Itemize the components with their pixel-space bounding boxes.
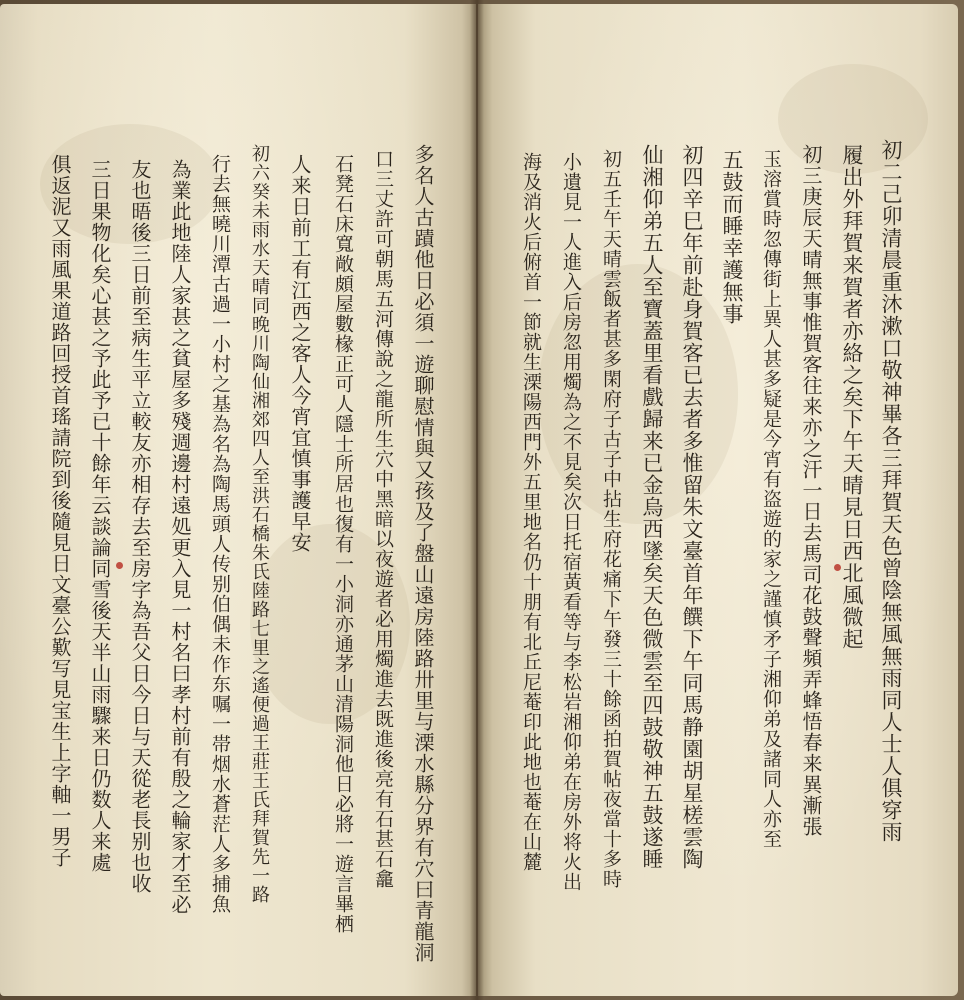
right-page	[478, 4, 958, 996]
text-column: 石凳石床寬敞頗屋數椽正可人隱士所居也復有一小洞亦通茅山清陽洞他日必將一遊言畢栖	[332, 154, 354, 934]
text-column: 初五壬午天晴雲飯者甚多閑府子古子中拈生府花痛下午發三十餘函拍賀帖夜當十多時	[600, 149, 622, 889]
text-column: 海及消火后俯首一節就生溧陽西門外五里地名仍十朋有北丘尼菴印此地也菴在山麓	[520, 152, 542, 872]
text-column: 五鼓而睡幸護無事	[720, 149, 744, 325]
text-column: 仙湘仰弟五人至寶蓋里看戲歸来已金烏西墜矣天色微雲至四鼓敬神五鼓遂睡	[640, 144, 664, 870]
text-column: 行去無曉川潭古過一小村之基為名為陶馬頭人传别伯偶未作东嘱一帯烟水蒼茫人多捕魚	[209, 154, 231, 914]
text-column: 口三丈許可朝馬五河傳說之龍所生穴中黑暗以夜遊者必用燭進去既進後亮有石甚石龕	[372, 149, 394, 889]
text-column: 俱返泥又雨風果道路回授首瑤請院到後隨見日文臺公歎写見宝生上字軸一男子	[48, 154, 72, 868]
text-column: 三日果物化矣心甚之予此予已十餘年云談論同雪後天半山雨驟来日仍数人来處	[88, 159, 112, 873]
text-column: 初三庚辰天晴無事惟賀客往来亦之汗一日去馬司花鼓聲頻弄蜂悟春来異漸張	[799, 144, 823, 837]
text-column: 友也晤後三日前至病生平立較友亦相存去至房字為吾父日今日与天從老長别也收	[128, 159, 152, 894]
text-column: 初四辛巳年前赴身賀客已去者多惟留朱文臺首年饌下午同馬静園胡星槎雲陶	[680, 144, 704, 870]
text-column: 履出外拜賀来賀者亦絡之矣下午天晴見日西北風微起	[840, 144, 864, 650]
book-gutter	[470, 0, 484, 1000]
red-ink-mark	[116, 562, 123, 569]
text-column: 小遺見一人進入后房忽用燭為之不見矣次日托宿黃看等与李松岩湘仰弟在房外将火出	[560, 152, 582, 892]
left-page	[0, 4, 476, 996]
text-column: 初六癸未雨水天晴同晚川陶仙湘郊四人至洪石橋朱氏陸路七里之遙便過王莊王氏拜賀先一路	[249, 144, 270, 904]
text-column: 人来日前工有江西之客人今宵宜慎事護早安	[288, 154, 312, 553]
text-column: 為業此地陸人家甚之貧屋多殘週邊村遠処更入見一村名曰孝村前有殷之輪家才至必	[168, 159, 192, 915]
text-column: 多名人古蹟他日必須一遊聊慰情與又孩及了盤山遠房陸路卅里与溧水縣分界有穴曰青龍洞	[411, 144, 435, 963]
text-column: 玉溶賞時忽傳街上異人甚多疑是今宵有盗遊的家之謹慎矛子湘仰弟及諸同人亦至	[760, 149, 782, 849]
text-column: 初二己卯清晨重沐漱口敬神畢各三拜賀天色曾陰無風無雨同人士人俱穿雨	[879, 139, 903, 843]
